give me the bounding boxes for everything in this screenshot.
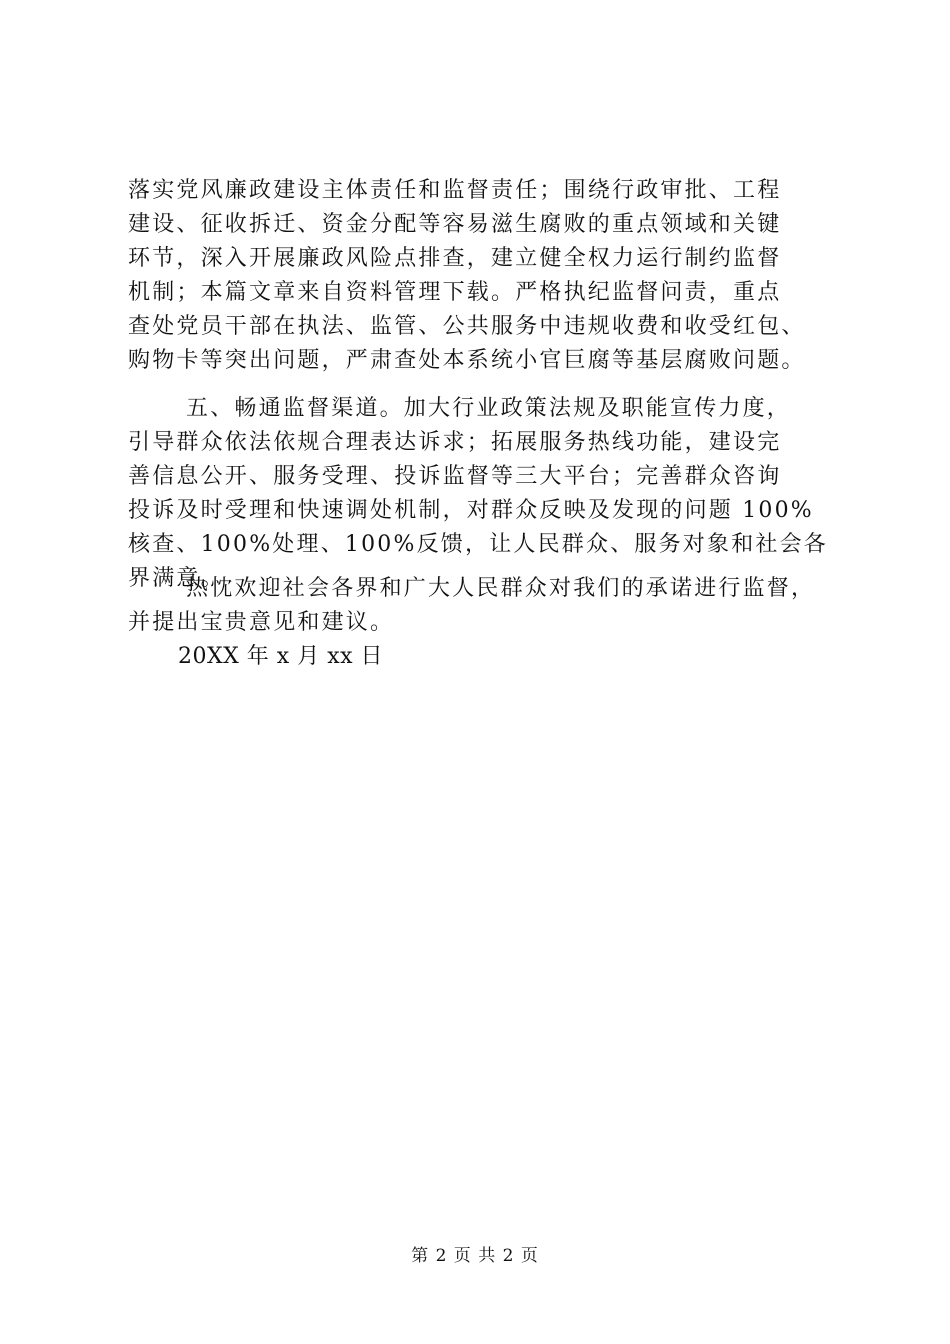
paragraph-1-line-5: 查处党员干部在执法、监管、公共服务中违规收费和收受红包、 (128, 314, 806, 339)
paragraph-2-line-2: 引导群众依法依规合理表达诉求；拓展服务热线功能，建设完 (128, 430, 782, 455)
document-date: 20XX 年 x 月 xx 日 (178, 644, 384, 669)
paragraph-2-line-4: 投诉及时受理和快速调处机制，对群众反映及发现的问题 100% (128, 498, 814, 523)
paragraph-2-line-3: 善信息公开、服务受理、投诉监督等三大平台；完善群众咨询 (128, 464, 782, 489)
paragraph-3-line-1: 热忱欢迎社会各界和广大人民群众对我们的承诺进行监督， (186, 576, 816, 601)
paragraph-2-line-6: 界满意。 (128, 566, 225, 591)
paragraph-2-line-5: 核查、100%处理、100%反馈，让人民群众、服务对象和社会各 (128, 532, 828, 557)
paragraph-1-line-6: 购物卡等突出问题，严肃查处本系统小官巨腐等基层腐败问题。 (128, 348, 806, 373)
page-footer: 第 2 页 共 2 页 (411, 1246, 539, 1266)
paragraph-1-line-1: 落实党风廉政建设主体责任和监督责任；围绕行政审批、工程 (128, 178, 782, 203)
paragraph-2-line-1: 五、畅通监督渠道。加大行业政策法规及职能宣传力度， (186, 396, 792, 421)
paragraph-1-line-4: 机制；本篇文章来自资料管理下载。严格执纪监督问责，重点 (128, 280, 782, 305)
paragraph-3-line-2: 并提出宝贵意见和建议。 (128, 610, 395, 635)
paragraph-1-line-3: 环节，深入开展廉政风险点排查，建立健全权力运行制约监督 (128, 246, 782, 271)
paragraph-1-line-2: 建设、征收拆迁、资金分配等容易滋生腐败的重点领域和关键 (128, 212, 782, 237)
